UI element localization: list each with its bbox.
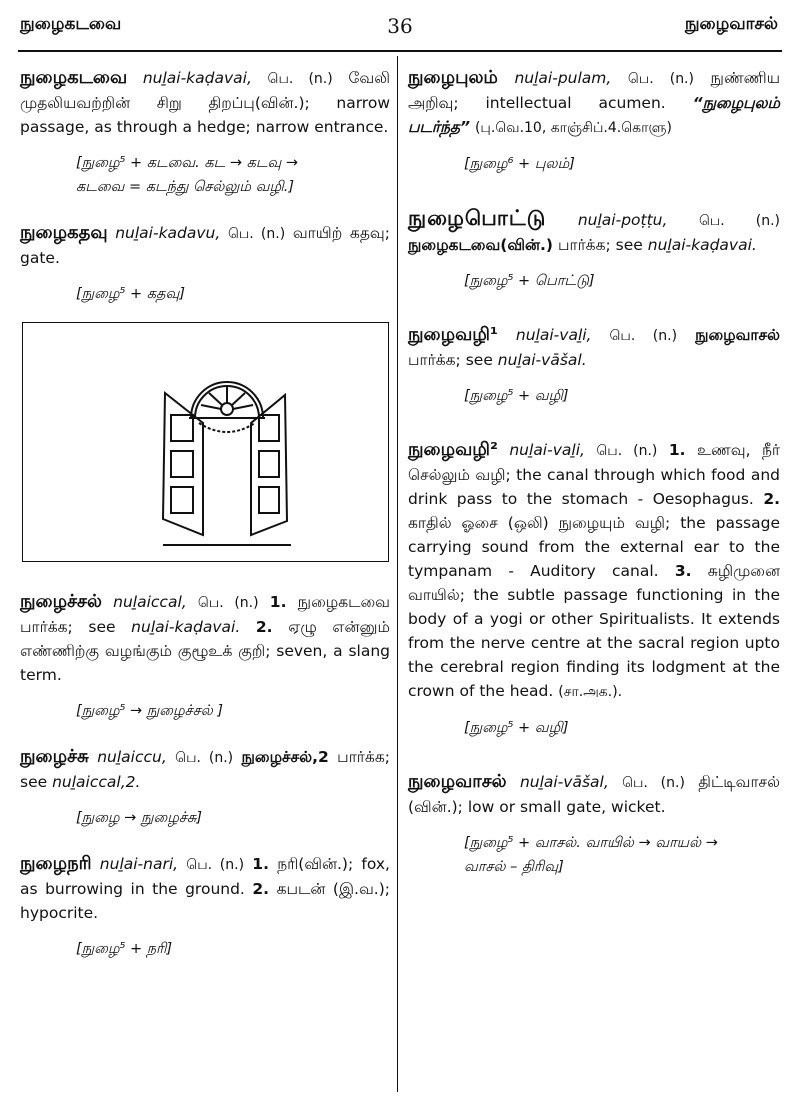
definition: உணவு, நீர் செல்லும் வழி; the canal through which food and drink pass to the stomach - Oesophagus. xyxy=(408,441,780,508)
part-of-speech: பெ. (n.) xyxy=(186,857,245,873)
etymology-line: [நுழை⁵ + கடவை. கட → கடவு → xyxy=(76,155,299,171)
page-number: 36 xyxy=(387,14,413,38)
right-column xyxy=(408,66,780,879)
header-rule xyxy=(18,50,782,52)
part-of-speech: பெ. (n.) xyxy=(197,595,259,611)
etymology xyxy=(76,151,386,199)
cross-reference-headword: நுழைகடவை(வின்.) xyxy=(408,236,554,254)
entry-nuzhaivazhi-1 xyxy=(408,323,780,372)
definition: பார்க்க; see xyxy=(408,351,493,369)
etymology: [நுழை⁵ + வழி] xyxy=(464,388,569,404)
transliteration: nuḻai-nari, xyxy=(99,855,179,873)
headword: நுழைபுலம் xyxy=(408,67,498,88)
citation: (சா.அக.). xyxy=(558,684,623,700)
transliteration: nuḻai-kadavu, xyxy=(115,224,221,242)
entry-nuzhaikadavai xyxy=(20,66,390,139)
headword: நுழைநரி xyxy=(20,853,92,874)
transliteration: nuḻaiccu, xyxy=(97,748,167,766)
part-of-speech: பெ. (n.) xyxy=(175,750,234,766)
entry-nuzhaipulam xyxy=(408,66,780,140)
cross-reference-headword: நுழைவாசல் xyxy=(695,326,780,344)
headword: நுழைச்சு xyxy=(20,746,89,767)
sense-number: 1. xyxy=(668,441,686,459)
cross-reference: nuḻaiccal,2. xyxy=(52,773,141,791)
headword: நுழைபொட்டு xyxy=(408,206,547,230)
definition: சுழிமுனை வாயில்; the subtle passage functioning in the body of a yogi or other Spiritualists. It extends from the nerve centre at the sacral region upto the cerebral region finding its lodgment at the crown of the head. xyxy=(408,562,780,700)
headword: நுழைவழி² xyxy=(408,439,498,460)
etymology: [நுழை⁵ + நரி] xyxy=(76,941,173,957)
entry-nuzhaivazhi-2 xyxy=(408,438,780,704)
part-of-speech: பெ. (n.) xyxy=(622,775,685,791)
headword: நுழைகதவு xyxy=(20,222,108,243)
etymology: [நுழை⁵ + வழி] xyxy=(464,720,569,736)
etymology: [நுழை → நுழைச்சு] xyxy=(76,810,203,826)
gate-illustration xyxy=(22,322,389,562)
headword: நுழைச்சல் xyxy=(20,591,102,612)
definition: நுழைகடவை பார்க்க; see xyxy=(20,593,390,636)
etymology: [நுழை⁵ + பொட்டு] xyxy=(464,273,595,289)
running-head-last-word: நுழைவாசல் xyxy=(684,14,778,34)
cross-reference: nuḻai-vāšal. xyxy=(497,351,587,369)
entry-nuzhaichu xyxy=(20,745,390,794)
headword: நுழைகடவை xyxy=(20,67,128,88)
sense-number: 1. xyxy=(252,855,269,873)
definition: கபடன் (இ.வ.); hypocrite. xyxy=(20,880,390,922)
cross-reference-headword: நுழைச்சல்,2 xyxy=(241,748,329,766)
transliteration: nuḻaiccal, xyxy=(113,593,187,611)
sense-number: 2. xyxy=(255,618,273,636)
entry-nuzhaikadavu xyxy=(20,221,390,270)
part-of-speech: பெ. (n.) xyxy=(267,71,333,87)
entry-nuzhaichal xyxy=(20,590,390,687)
column-divider xyxy=(397,56,398,1092)
cross-reference: nuḻai-kaḍavai. xyxy=(131,618,241,636)
part-of-speech: பெ. (n.) xyxy=(609,328,678,344)
transliteration: nuḻai-vaḻi, xyxy=(515,326,592,344)
etymology xyxy=(464,831,776,879)
etymology: [நுழை⁵ + கதவு] xyxy=(76,286,186,302)
cross-reference: nuḻai-kaḍavai. xyxy=(647,236,757,254)
part-of-speech: பெ. (n.) xyxy=(227,226,286,242)
sense-number: 1. xyxy=(269,593,287,611)
quotation: “நுழைபுலம் படர்ந்த” xyxy=(408,94,780,136)
definition: பார்க்க; see xyxy=(20,748,390,791)
left-column xyxy=(20,66,390,961)
etymology-line: [நுழை⁵ + வாசல். வாயில் → வாயல் → xyxy=(464,835,718,851)
definition: காதில் ஓசை (ஒலி) நுழையும் வழி; the passage carrying sound from the external ear to the tympanam - Auditory canal. xyxy=(408,514,780,580)
definition: நரி(வின்.); fox, as burrowing in the ground. xyxy=(20,855,390,898)
entry-nuzhaipottu xyxy=(408,206,780,257)
definition: வேலி முதலியவற்றின் சிறு திறப்பு(வின்.); narrow passage, as through a hedge; narrow entrance. xyxy=(20,69,390,136)
etymology: [நுழை⁵ → நுழைச்சல் ] xyxy=(76,703,224,719)
part-of-speech: பெ. (n.) xyxy=(698,213,780,229)
part-of-speech: பெ. (n.) xyxy=(596,443,658,459)
open-gate-drawing xyxy=(23,323,388,561)
transliteration: nuḻai-poṭṭu, xyxy=(577,211,668,229)
sense-number: 2. xyxy=(252,880,270,898)
definition: ஏழு என்னும் எண்ணிற்கு வழங்கும் குழூஉக் குறி; seven, a slang term. xyxy=(20,618,391,684)
definition: நுண்ணிய அறிவு; intellectual acumen. xyxy=(408,69,781,112)
sense-number: 2. xyxy=(763,490,780,508)
headword: நுழைவாசல் xyxy=(408,771,507,792)
definition: வாயிற் கதவு; gate. xyxy=(20,224,390,267)
definition: பார்க்க; see xyxy=(557,236,643,254)
transliteration: nuḻai-vaḻi, xyxy=(509,441,585,459)
headword: நுழைவழி¹ xyxy=(408,324,498,345)
entry-nuzhainari xyxy=(20,852,390,925)
part-of-speech: பெ. (n.) xyxy=(627,71,694,87)
etymology-line: கடவை = கடந்து செல்லும் வழி.] xyxy=(76,179,295,195)
entry-nuzhaivasal xyxy=(408,770,780,819)
citation: (பு.வெ.10, காஞ்சிப்.4.கொளு) xyxy=(474,120,672,136)
sense-number: 3. xyxy=(674,562,692,580)
definition: திட்டிவாசல் (வின்.); low or small gate, wicket. xyxy=(408,773,781,816)
transliteration: nuḻai-pulam, xyxy=(514,69,612,87)
transliteration: nuḻai-kaḍavai, xyxy=(142,69,252,87)
etymology-line: வாசல் – திரிவு] xyxy=(464,859,564,875)
transliteration: nuḻai-vāšal, xyxy=(519,773,609,791)
etymology: [நுழை⁶ + புலம்] xyxy=(464,156,575,172)
running-head-first-word: நுழைகடவை xyxy=(20,14,122,34)
